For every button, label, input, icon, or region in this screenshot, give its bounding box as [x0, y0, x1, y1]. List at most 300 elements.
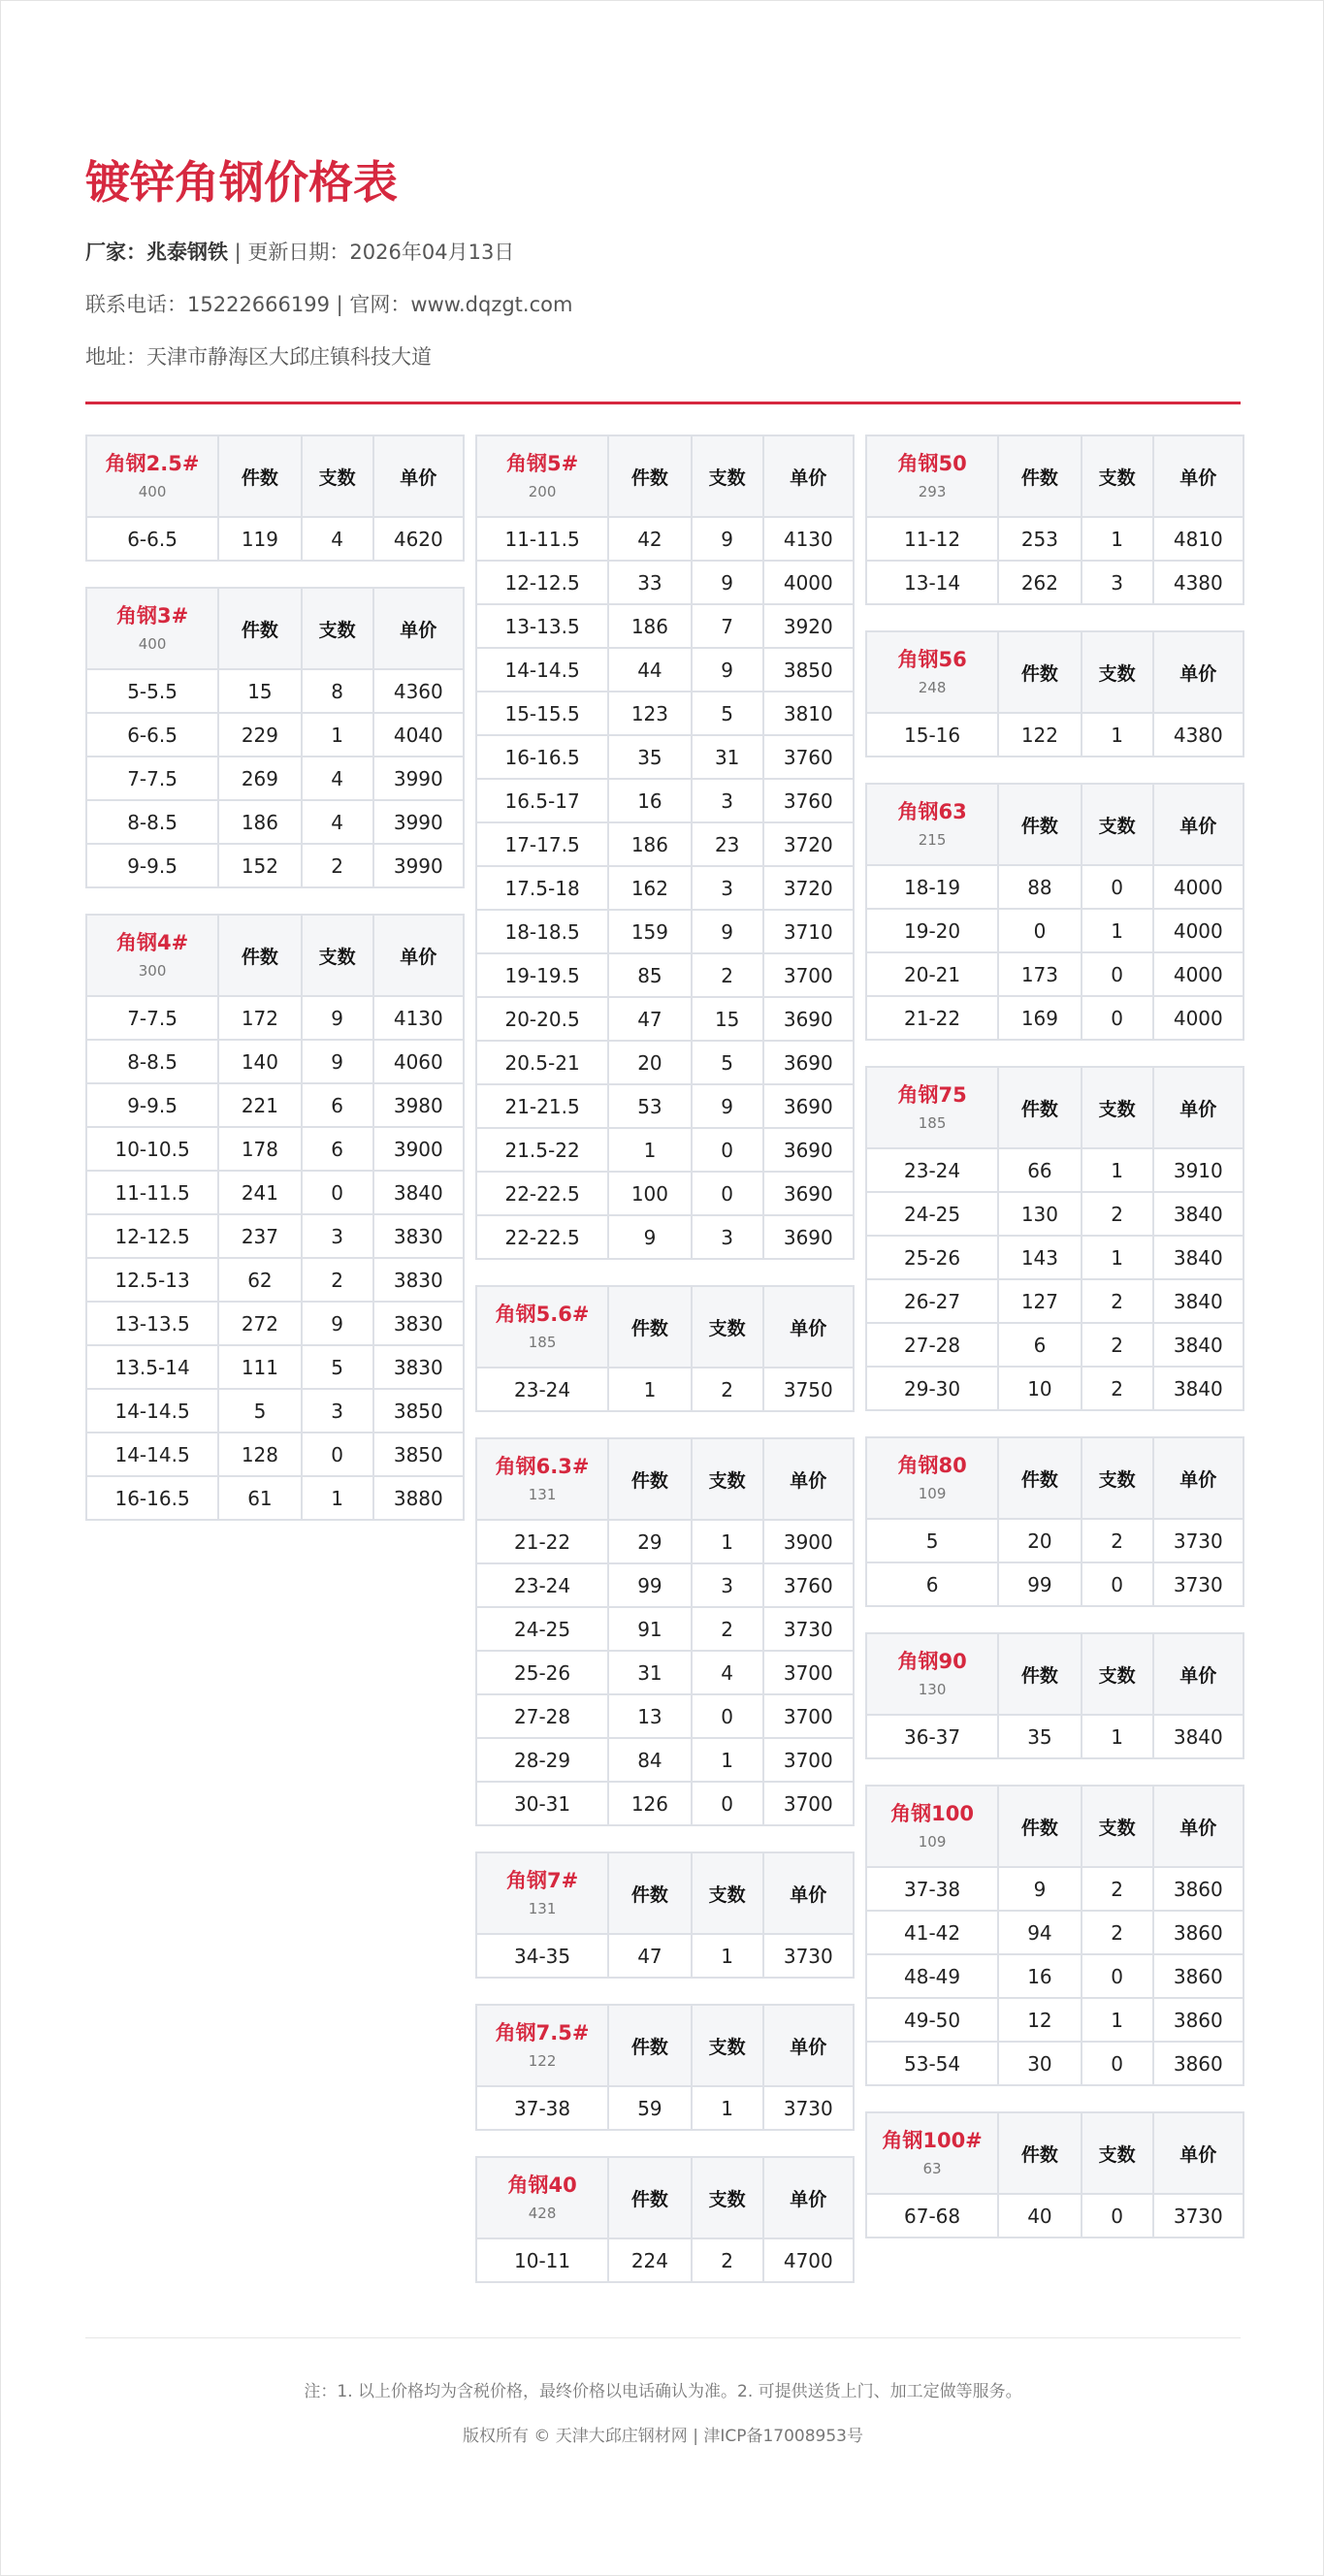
spec-name: 角钢2.5# [105, 452, 200, 475]
size-cell: 10-10.5 [86, 1127, 218, 1171]
header-count: 件数 [998, 1786, 1082, 1867]
price-cell: 3730 [1153, 1562, 1243, 1606]
spec-code: 400 [138, 635, 167, 653]
table-row [866, 1192, 1243, 1236]
size-cell: 53-54 [866, 2042, 998, 2085]
price-cell: 4040 [373, 713, 464, 757]
count-cell: 229 [218, 713, 302, 757]
pieces-cell: 0 [1082, 952, 1153, 996]
count-cell: 122 [998, 713, 1082, 757]
count-cell: 130 [998, 1192, 1082, 1236]
spec-code: 300 [138, 962, 167, 980]
table-row [476, 604, 854, 648]
price-cell: 3840 [1153, 1323, 1243, 1367]
pieces-cell: 2 [692, 1368, 763, 1411]
price-cell: 3840 [1153, 1367, 1243, 1410]
pieces-cell: 5 [692, 1041, 763, 1084]
size-cell: 11-11.5 [476, 517, 608, 561]
price-cell: 3690 [763, 1128, 854, 1172]
price-cell: 4380 [1153, 561, 1243, 604]
size-cell: 22-22.5 [476, 1172, 608, 1215]
count-cell: 119 [218, 517, 302, 561]
spec-name: 角钢90 [897, 1650, 967, 1673]
spec-title-cell [866, 1633, 998, 1715]
size-cell: 5 [866, 1519, 998, 1562]
count-cell: 111 [218, 1345, 302, 1389]
price-column-1 [85, 435, 465, 1546]
table-row [866, 2042, 1243, 2085]
table-row [476, 997, 854, 1041]
header-count: 件数 [218, 588, 302, 669]
spec-header-row [86, 588, 464, 669]
spec-table [865, 1436, 1244, 1607]
count-cell: 20 [608, 1041, 692, 1084]
table-row [866, 1715, 1243, 1758]
size-cell: 23-24 [476, 1563, 608, 1607]
header-price: 单价 [1153, 1067, 1243, 1148]
table-row [866, 1367, 1243, 1410]
spec-title-cell [476, 435, 608, 517]
price-cell: 3750 [763, 1368, 854, 1411]
count-cell: 40 [998, 2194, 1082, 2238]
header-pieces: 支数 [302, 435, 373, 517]
size-cell: 8-8.5 [86, 800, 218, 844]
header-price: 单价 [763, 435, 854, 517]
pieces-cell: 6 [302, 1083, 373, 1127]
count-cell: 33 [608, 561, 692, 604]
count-cell: 62 [218, 1258, 302, 1302]
pieces-cell: 9 [692, 561, 763, 604]
count-cell: 16 [998, 1954, 1082, 1998]
table-row [866, 1279, 1243, 1323]
header-pieces: 支数 [1082, 2112, 1153, 2194]
price-cell: 4000 [763, 561, 854, 604]
price-cell: 3700 [763, 1738, 854, 1782]
header-pieces: 支数 [1082, 1437, 1153, 1519]
size-cell: 16-16.5 [86, 1476, 218, 1520]
spec-title-cell [476, 2005, 608, 2086]
count-cell: 123 [608, 692, 692, 735]
table-row [866, 1323, 1243, 1367]
spec-title-cell [866, 1786, 998, 1867]
spec-title-cell [866, 2112, 998, 2194]
header-divider [85, 402, 1241, 404]
table-row [86, 1433, 464, 1476]
spec-header-row [86, 915, 464, 996]
spec-table [85, 435, 465, 562]
table-row [86, 800, 464, 844]
pieces-cell: 1 [302, 1476, 373, 1520]
count-cell: 35 [608, 735, 692, 779]
size-cell: 8-8.5 [86, 1040, 218, 1083]
spec-name: 角钢7# [505, 1869, 579, 1892]
spec-title-cell [866, 1067, 998, 1148]
table-row [476, 735, 854, 779]
count-cell: 1 [608, 1128, 692, 1172]
size-cell: 25-26 [476, 1651, 608, 1694]
count-cell: 5 [218, 1389, 302, 1433]
count-cell: 44 [608, 648, 692, 692]
size-cell: 21-22 [476, 1520, 608, 1563]
header-count: 件数 [998, 631, 1082, 713]
table-row [476, 1563, 854, 1607]
spec-title-cell [86, 435, 218, 517]
pieces-cell: 2 [1082, 1519, 1153, 1562]
price-cell: 3980 [373, 1083, 464, 1127]
pieces-cell: 5 [692, 692, 763, 735]
table-row [476, 1934, 854, 1978]
spec-title-cell [476, 1438, 608, 1520]
price-cell: 3850 [373, 1389, 464, 1433]
header-price: 单价 [763, 2005, 854, 2086]
size-cell: 23-24 [476, 1368, 608, 1411]
size-cell: 11-12 [866, 517, 998, 561]
pieces-cell: 4 [302, 757, 373, 800]
header-pieces: 支数 [692, 1286, 763, 1368]
spec-code: 122 [528, 2052, 557, 2070]
spec-header-row [866, 631, 1243, 713]
count-cell: 269 [218, 757, 302, 800]
spec-header-row [476, 435, 854, 517]
spec-name: 角钢80 [897, 1454, 967, 1477]
header-pieces: 支数 [692, 1438, 763, 1520]
table-row [476, 2086, 854, 2130]
spec-table [865, 1632, 1244, 1759]
spec-name: 角钢56 [897, 648, 967, 671]
spec-table [865, 783, 1244, 1041]
size-cell: 18-19 [866, 865, 998, 909]
spec-table [475, 1285, 855, 1412]
header-price: 单价 [1153, 784, 1243, 865]
header-price: 单价 [1153, 435, 1243, 517]
price-cell: 3830 [373, 1302, 464, 1345]
price-cell: 3700 [763, 1651, 854, 1694]
price-cell: 3910 [1153, 1148, 1243, 1192]
price-cell: 3840 [373, 1171, 464, 1214]
size-cell: 13-14 [866, 561, 998, 604]
spec-name: 角钢7.5# [495, 2021, 590, 2045]
header-price: 单价 [1153, 1633, 1243, 1715]
price-cell: 3700 [763, 953, 854, 997]
header-pieces: 支数 [302, 588, 373, 669]
spec-code: 200 [528, 483, 557, 500]
count-cell: 16 [608, 779, 692, 822]
table-row [866, 996, 1243, 1040]
pieces-cell: 3 [692, 779, 763, 822]
table-row [476, 2238, 854, 2282]
spec-table [475, 2004, 855, 2131]
pieces-cell: 0 [1082, 996, 1153, 1040]
size-cell: 34-35 [476, 1934, 608, 1978]
count-cell: 61 [218, 1476, 302, 1520]
size-cell: 9-9.5 [86, 1083, 218, 1127]
count-cell: 9 [608, 1215, 692, 1259]
pieces-cell: 0 [692, 1782, 763, 1825]
pieces-cell: 2 [302, 844, 373, 887]
size-cell: 27-28 [476, 1694, 608, 1738]
spec-name: 角钢6.3# [495, 1455, 590, 1478]
pieces-cell: 9 [302, 1040, 373, 1083]
count-cell: 99 [608, 1563, 692, 1607]
price-cell: 3840 [1153, 1236, 1243, 1279]
spec-table [475, 1852, 855, 1979]
table-row [866, 1867, 1243, 1911]
price-cell: 3710 [763, 910, 854, 953]
size-cell: 5-5.5 [86, 669, 218, 713]
table-row [476, 692, 854, 735]
spec-header-row [476, 2005, 854, 2086]
count-cell: 186 [608, 604, 692, 648]
table-row [86, 713, 464, 757]
count-cell: 186 [608, 822, 692, 866]
price-cell: 4000 [1153, 865, 1243, 909]
price-cell: 3760 [763, 735, 854, 779]
header-pieces: 支数 [1082, 631, 1153, 713]
header-pieces: 支数 [692, 435, 763, 517]
table-row [86, 1040, 464, 1083]
pieces-cell: 1 [692, 2086, 763, 2130]
count-cell: 224 [608, 2238, 692, 2282]
size-cell: 14-14.5 [476, 648, 608, 692]
pieces-cell: 1 [1082, 909, 1153, 952]
size-cell: 28-29 [476, 1738, 608, 1782]
table-row [866, 909, 1243, 952]
table-row [86, 844, 464, 887]
spec-code: 63 [922, 2160, 942, 2177]
count-cell: 237 [218, 1214, 302, 1258]
table-row [866, 1562, 1243, 1606]
size-cell: 18-18.5 [476, 910, 608, 953]
pieces-cell: 4 [302, 517, 373, 561]
table-row [476, 517, 854, 561]
size-cell: 41-42 [866, 1911, 998, 1954]
price-cell: 3900 [373, 1127, 464, 1171]
header-pieces: 支数 [692, 1852, 763, 1934]
pieces-cell: 2 [1082, 1367, 1153, 1410]
pieces-cell: 9 [692, 517, 763, 561]
spec-name: 角钢40 [507, 2174, 577, 2197]
pieces-cell: 6 [302, 1127, 373, 1171]
size-cell: 19-19.5 [476, 953, 608, 997]
spec-header-row [866, 784, 1243, 865]
pieces-cell: 1 [1082, 713, 1153, 757]
pieces-cell: 3 [692, 866, 763, 910]
spec-code: 109 [918, 1485, 947, 1502]
size-cell: 49-50 [866, 1998, 998, 2042]
table-row [476, 779, 854, 822]
price-cell: 3810 [763, 692, 854, 735]
table-row [476, 1215, 854, 1259]
header-price: 单价 [1153, 1786, 1243, 1867]
size-cell: 24-25 [476, 1607, 608, 1651]
price-cell: 3730 [763, 2086, 854, 2130]
size-cell: 17-17.5 [476, 822, 608, 866]
pieces-cell: 0 [692, 1128, 763, 1172]
header-pieces: 支数 [692, 2157, 763, 2238]
count-cell: 66 [998, 1148, 1082, 1192]
pieces-cell: 2 [1082, 1911, 1153, 1954]
header-count: 件数 [998, 1067, 1082, 1148]
update-date: | 更新日期：2026年04月13日 [228, 241, 515, 264]
count-cell: 53 [608, 1084, 692, 1128]
pieces-cell: 1 [302, 713, 373, 757]
count-cell: 173 [998, 952, 1082, 996]
table-row [866, 713, 1243, 757]
spec-name: 角钢3# [115, 604, 189, 628]
table-row [476, 953, 854, 997]
count-cell: 152 [218, 844, 302, 887]
size-cell: 15-15.5 [476, 692, 608, 735]
price-cell: 3690 [763, 1084, 854, 1128]
header-pieces: 支数 [1082, 435, 1153, 517]
price-cell: 4000 [1153, 952, 1243, 996]
pieces-cell: 1 [1082, 1148, 1153, 1192]
count-cell: 20 [998, 1519, 1082, 1562]
spec-code: 215 [918, 831, 947, 849]
page-header [85, 151, 1241, 396]
header-pieces: 支数 [302, 915, 373, 996]
price-cell: 3690 [763, 1041, 854, 1084]
size-cell: 21-22 [866, 996, 998, 1040]
spec-title-cell [866, 435, 998, 517]
size-cell: 14-14.5 [86, 1433, 218, 1476]
size-cell: 29-30 [866, 1367, 998, 1410]
size-cell: 12-12.5 [476, 561, 608, 604]
price-cell: 3760 [763, 779, 854, 822]
pieces-cell: 8 [302, 669, 373, 713]
header-pieces: 支数 [1082, 1786, 1153, 1867]
spec-table [865, 630, 1244, 757]
pieces-cell: 9 [302, 996, 373, 1040]
pieces-cell: 3 [692, 1215, 763, 1259]
spec-title-cell [86, 588, 218, 669]
count-cell: 12 [998, 1998, 1082, 2042]
pieces-cell: 1 [1082, 1236, 1153, 1279]
table-row [86, 1302, 464, 1345]
price-cell: 3990 [373, 844, 464, 887]
count-cell: 140 [218, 1040, 302, 1083]
pieces-cell: 0 [1082, 1954, 1153, 1998]
header-count: 件数 [608, 1286, 692, 1368]
count-cell: 91 [608, 1607, 692, 1651]
spec-header-row [866, 1633, 1243, 1715]
table-row [86, 1476, 464, 1520]
spec-table [865, 1785, 1244, 2086]
header-price: 单价 [373, 915, 464, 996]
spec-code: 131 [528, 1900, 557, 1917]
price-cell: 3990 [373, 800, 464, 844]
count-cell: 1 [608, 1368, 692, 1411]
footer-copyright: 版权所有 © 天津大邱庄钢材网 | 津ICP备17008953号 [462, 2427, 863, 2446]
price-cell: 3700 [763, 1782, 854, 1825]
table-row [866, 517, 1243, 561]
table-row [476, 1782, 854, 1825]
count-cell: 35 [998, 1715, 1082, 1758]
pieces-cell: 9 [692, 910, 763, 953]
pieces-cell: 2 [1082, 1279, 1153, 1323]
size-cell: 27-28 [866, 1323, 998, 1367]
header-count: 件数 [608, 2157, 692, 2238]
spec-title-cell [86, 915, 218, 996]
pieces-cell: 3 [302, 1214, 373, 1258]
table-row [476, 1694, 854, 1738]
price-cell: 3760 [763, 1563, 854, 1607]
size-cell: 21.5-22 [476, 1128, 608, 1172]
header-price: 单价 [373, 588, 464, 669]
count-cell: 143 [998, 1236, 1082, 1279]
size-cell: 16.5-17 [476, 779, 608, 822]
header-pieces: 支数 [1082, 784, 1153, 865]
price-cell: 3730 [763, 1934, 854, 1978]
size-cell: 37-38 [866, 1867, 998, 1911]
count-cell: 85 [608, 953, 692, 997]
count-cell: 29 [608, 1520, 692, 1563]
spec-name: 角钢5# [505, 452, 579, 475]
pieces-cell: 5 [302, 1345, 373, 1389]
size-cell: 17.5-18 [476, 866, 608, 910]
price-cell: 4000 [1153, 909, 1243, 952]
pieces-cell: 2 [1082, 1867, 1153, 1911]
spec-name: 角钢100# [882, 2129, 983, 2152]
size-cell: 7-7.5 [86, 757, 218, 800]
count-cell: 172 [218, 996, 302, 1040]
table-row [476, 1520, 854, 1563]
count-cell: 10 [998, 1367, 1082, 1410]
spec-code: 400 [138, 483, 167, 500]
count-cell: 99 [998, 1562, 1082, 1606]
spec-name: 角钢4# [115, 931, 189, 954]
size-cell: 7-7.5 [86, 996, 218, 1040]
spec-header-row [866, 1067, 1243, 1148]
header-count: 件数 [998, 784, 1082, 865]
footer-note: 注：1. 以上价格均为含税价格，最终价格以电话确认为准。2. 可提供送货上门、加工定做等服务。 [304, 2382, 1022, 2401]
size-cell: 30-31 [476, 1782, 608, 1825]
table-row [866, 561, 1243, 604]
count-cell: 0 [998, 909, 1082, 952]
spec-header-row [866, 1786, 1243, 1867]
manufacturer-info [85, 239, 1241, 291]
price-cell: 4380 [1153, 713, 1243, 757]
spec-title-cell [866, 631, 998, 713]
count-cell: 262 [998, 561, 1082, 604]
table-row [866, 1148, 1243, 1192]
spec-header-row [86, 435, 464, 517]
spec-code: 293 [918, 483, 947, 500]
pieces-cell: 1 [692, 1934, 763, 1978]
price-cell: 3850 [373, 1433, 464, 1476]
spec-header-row [866, 435, 1243, 517]
count-cell: 127 [998, 1279, 1082, 1323]
count-cell: 6 [998, 1323, 1082, 1367]
count-cell: 126 [608, 1782, 692, 1825]
price-cell: 3690 [763, 1215, 854, 1259]
table-row [476, 1368, 854, 1411]
size-cell: 13-13.5 [86, 1302, 218, 1345]
price-cell: 3840 [1153, 1715, 1243, 1758]
table-row [86, 1171, 464, 1214]
size-cell: 37-38 [476, 2086, 608, 2130]
address-info: 地址：天津市静海区大邱庄镇科技大道 [85, 345, 432, 369]
price-cell: 3830 [373, 1258, 464, 1302]
table-row [86, 1258, 464, 1302]
price-cell: 3730 [1153, 1519, 1243, 1562]
header-price: 单价 [373, 435, 464, 517]
table-row [866, 952, 1243, 996]
count-cell: 186 [218, 800, 302, 844]
pieces-cell: 1 [1082, 517, 1153, 561]
count-cell: 159 [608, 910, 692, 953]
size-cell: 14-14.5 [86, 1389, 218, 1433]
